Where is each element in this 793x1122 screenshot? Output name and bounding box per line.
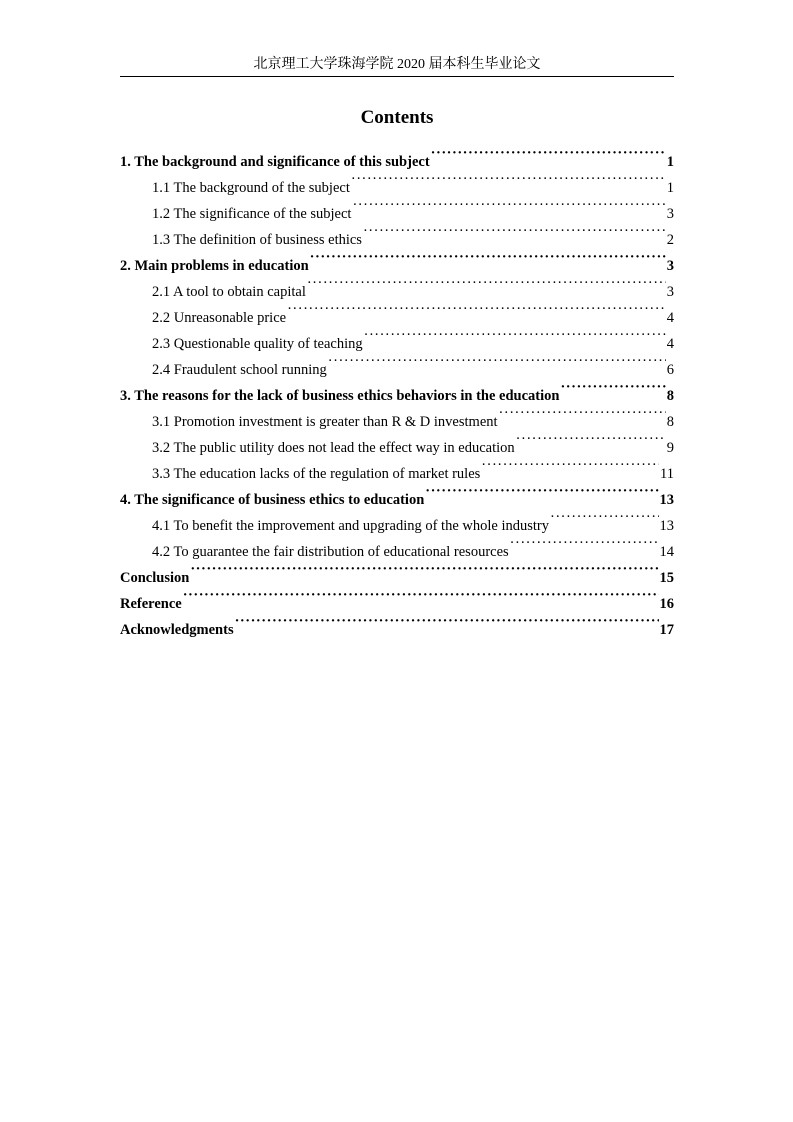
toc-entry-label: 4.1 To benefit the improvement and upgrading of the whole industry [152,518,549,534]
toc-entry-label: 2.2 Unreasonable price [152,310,287,326]
dot-leader [328,348,666,374]
toc-entry-page-number: 13 [659,492,674,508]
dot-leader [190,556,658,582]
dot-leader [235,608,659,634]
header-divider [120,76,674,77]
toc-entry-label: 2. Main problems in education [120,258,309,274]
toc-title: Contents [360,107,434,128]
dot-leader [307,270,666,296]
toc-entry[interactable] [120,556,674,586]
dot-leader [516,426,666,452]
dot-leader [481,452,659,478]
toc-entry-label: 3.2 The public utility does not lead the effect way in education [152,440,515,456]
toc-entry-page-number: 3 [666,284,674,300]
toc-entry-label: 4. The significance of business ethics to education [120,492,425,508]
toc-entry-label: 1.1 The background of the subject [152,180,350,196]
dot-leader [287,296,666,322]
toc-entry-page-number: 4 [666,310,674,326]
dot-leader [550,504,659,530]
toc-entry-page-number: 8 [666,414,674,430]
toc-entry-page-number: 14 [659,544,674,560]
toc-entry-page-number: 1 [666,154,674,170]
table-of-contents [120,140,674,638]
toc-entry-label: 3. The reasons for the lack of business ethics behaviors in the education [120,388,560,404]
toc-entry[interactable] [120,140,674,170]
dot-leader [499,400,666,426]
toc-entry-label: 3.1 Promotion investment is greater than R & D investment [152,414,498,430]
toc-entry-label: 1. The background and significance of this subject [120,154,430,170]
toc-entry-page-number: 17 [659,622,674,638]
dot-leader [364,322,666,348]
toc-entry-label: 4.2 To guarantee the fair distribution of educational resources [152,544,509,560]
toc-entry-page-number: 3 [666,258,674,274]
toc-entry-page-number: 9 [666,440,674,456]
toc-entry-page-number: 3 [666,206,674,222]
toc-entry-page-number: 15 [659,570,674,586]
toc-entry[interactable] [120,608,674,638]
dot-leader [510,530,659,556]
toc-entry-label: Reference [120,596,182,612]
toc-entry-page-number: 6 [666,362,674,378]
toc-entry-page-number: 4 [666,336,674,352]
toc-entry-label: 1.2 The significance of the subject [152,206,352,222]
toc-entry-label: Conclusion [120,570,190,586]
toc-entry-label: 1.3 The definition of business ethics [152,232,362,248]
page-header: 北京理工大学珠海学院 2020 届本科生毕业论文 [253,57,541,72]
toc-entry-label: 2.1 A tool to obtain capital [152,284,306,300]
toc-entry-page-number: 11 [660,466,674,482]
toc-entry-page-number: 2 [666,232,674,248]
toc-entry-page-number: 13 [659,518,674,534]
toc-entry-page-number: 1 [666,180,674,196]
dot-leader [351,166,666,192]
dot-leader [352,192,665,218]
toc-entry-page-number: 16 [659,596,674,612]
toc-entry[interactable] [120,582,674,612]
toc-entry-label: 2.4 Fraudulent school running [152,362,327,378]
toc-entry-label: 2.3 Questionable quality of teaching [152,336,363,352]
toc-entry-label: 3.3 The education lacks of the regulation of market rules [152,466,481,482]
dot-leader [431,140,666,166]
toc-entry-page-number: 8 [666,388,674,404]
dot-leader [560,374,665,400]
dot-leader [425,478,658,504]
dot-leader [183,582,659,608]
dot-leader [310,244,666,270]
dot-leader [363,218,666,244]
toc-entry-label: Acknowledgments [120,622,234,638]
